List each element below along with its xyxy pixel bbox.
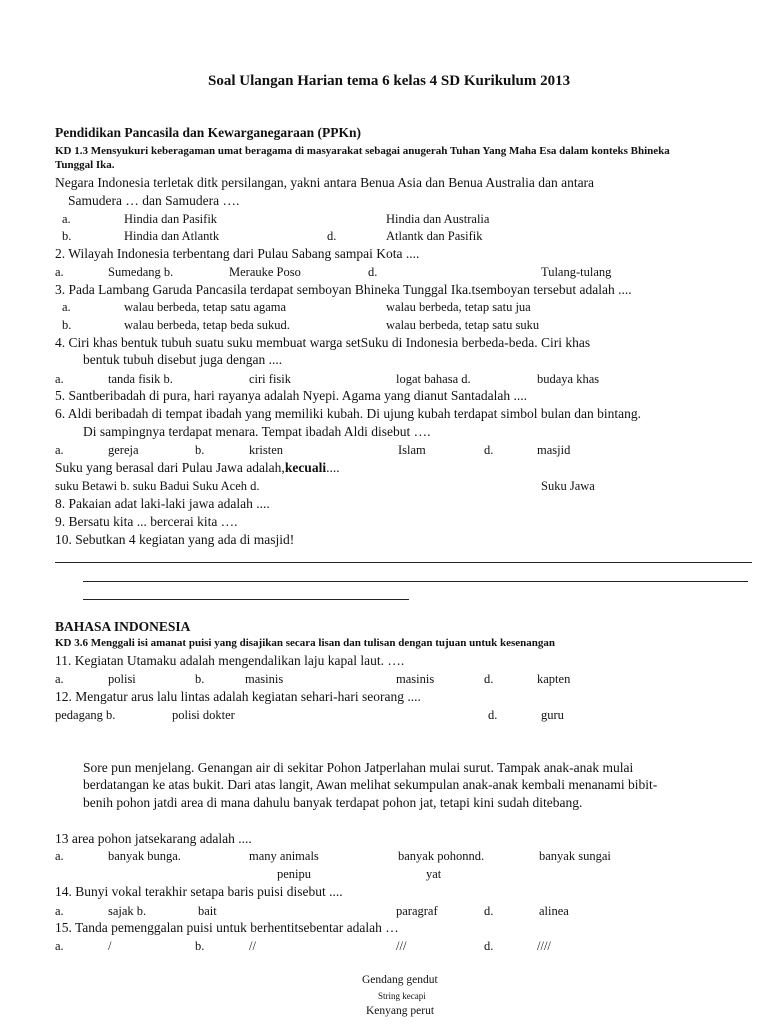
q12-option-a: pedagang b. xyxy=(55,708,116,722)
q15-option-c: /// xyxy=(396,939,407,953)
q4-option-a: tanda fisik b. xyxy=(108,372,173,386)
q4-option-c: logat bahasa d. xyxy=(396,372,471,386)
q11-option-b: masinis xyxy=(245,672,284,686)
answer-line-3 xyxy=(83,599,409,600)
q13-option-a-marker: a. xyxy=(55,849,64,863)
q6-option-a-marker: a. xyxy=(55,443,64,457)
ppkn-kd-line1: KD 1.3 Mensyukuri keberagaman umat beragama di masyarakat sebagai anugerah Tuhan Yang Maha Esa dalam konteks Bhineka xyxy=(55,145,670,157)
question-2: 2. Wilayah Indonesia terbentang dari Pulau Sabang sampai Kota .... xyxy=(55,246,420,261)
q1-option-a: Hindia dan Pasifik xyxy=(124,212,218,226)
q14-option-c: paragraf xyxy=(396,904,438,918)
question-1-line1: Negara Indonesia terletak ditk persilangan, yakni antara Benua Asia dan Benua Australia dan antara xyxy=(55,175,595,190)
question-7 xyxy=(55,460,340,476)
reading-paragraph-line2: berdatangan ke atas bukit. Dari atas langit, Awan melihat sekumpulan anak-anak kembali menanami bibit- xyxy=(83,777,658,792)
q6-option-a: gereja xyxy=(108,443,139,457)
question-11: 11. Kegiatan Utamaku adalah mengendalikan laju kapal laut. …. xyxy=(55,653,405,668)
question-7-emphasis: kecuali xyxy=(284,460,327,475)
q2-option-a-marker: a. xyxy=(55,265,64,279)
q6-option-d: masjid xyxy=(537,443,571,457)
q6-option-d-marker: d. xyxy=(484,443,494,457)
q11-option-a-marker: a. xyxy=(55,672,64,686)
q1-option-d-marker: d. xyxy=(327,229,337,243)
q3-option-c: walau berbeda, tetap satu jua xyxy=(386,300,531,314)
q6-option-b: kristen xyxy=(249,443,284,457)
question-13: 13 area pohon jatsekarang adalah .... xyxy=(55,831,252,846)
question-4-line1: 4. Ciri khas bentuk tubuh suatu suku membuat warga setSuku di Indonesia berbeda-beda. Ciri khas xyxy=(55,335,591,350)
ppkn-heading: Pendidikan Pancasila dan Kewarganegaraan (PPKn) xyxy=(55,125,362,140)
q12-option-b: polisi dokter xyxy=(172,708,235,722)
question-7-text: Suku yang berasal dari Pulau Jawa adalah, xyxy=(55,460,285,475)
answer-line-2 xyxy=(83,581,748,582)
q7-option-d: Suku Jawa xyxy=(541,479,595,493)
q6-option-c: Islam xyxy=(398,443,426,457)
ppkn-kd-line2: Tunggal Ika. xyxy=(55,159,115,171)
q14-option-d: alinea xyxy=(539,904,569,918)
q14-option-d-marker: d. xyxy=(484,904,494,918)
q1-option-b-marker: b. xyxy=(62,229,72,243)
q11-option-d-marker: d. xyxy=(484,672,494,686)
question-10: 10. Sebutkan 4 kegiatan yang ada di masjid! xyxy=(55,532,295,547)
q3-option-d: walau berbeda, tetap satu suku xyxy=(386,318,540,332)
q11-option-d: kapten xyxy=(537,672,571,686)
q15-option-d: //// xyxy=(537,939,551,953)
question-3: 3. Pada Lambang Garuda Pancasila terdapat semboyan Bhineka Tunggal Ika.tsemboyan tersebut adalah .... xyxy=(55,282,632,297)
answer-line-1 xyxy=(55,562,752,563)
q11-option-b-marker: b. xyxy=(195,672,205,686)
question-12: 12. Mengatur arus lalu lintas adalah kegiatan sehari-hari seorang .... xyxy=(55,689,421,704)
poem-line-1: Gendang gendut xyxy=(362,974,438,986)
q2-option-d-marker: d. xyxy=(368,265,378,279)
q3-option-a-marker: a. xyxy=(62,300,71,314)
q11-option-a: polisi xyxy=(108,672,136,686)
question-4-line2: bentuk tubuh disebut juga dengan .... xyxy=(83,352,283,367)
q13-option-c: banyak pohonnd. xyxy=(398,849,485,863)
q6-option-b-marker: b. xyxy=(195,443,205,457)
q2-option-d: Tulang-tulang xyxy=(541,265,612,279)
q4-option-d: budaya khas xyxy=(537,372,600,386)
q12-option-d-marker: d. xyxy=(488,708,498,722)
q15-option-b: // xyxy=(249,939,256,953)
q4-option-b: ciri fisik xyxy=(249,372,292,386)
q12-option-d: guru xyxy=(541,708,564,722)
q3-option-a: walau berbeda, tetap satu agama xyxy=(124,300,287,314)
q1-option-d: Atlantk dan Pasifik xyxy=(386,229,483,243)
q15-option-b-marker: b. xyxy=(195,939,205,953)
poem-line-2: String kecapi xyxy=(378,991,426,1001)
q2-option-a: Sumedang b. xyxy=(108,265,174,279)
question-15: 15. Tanda pemenggalan puisi untuk berhentitsebentar adalah … xyxy=(55,920,399,935)
q4-option-a-marker: a. xyxy=(55,372,64,386)
q14-option-b: bait xyxy=(198,904,217,918)
q15-option-d-marker: d. xyxy=(484,939,494,953)
q13-option-b-continued: penipu xyxy=(277,867,312,881)
question-5: 5. Santberibadah di pura, hari rayanya adalah Nyepi. Agama yang dianut Santadalah .... xyxy=(55,388,527,403)
reading-paragraph-line1: Sore pun menjelang. Genangan air di sekitar Pohon Jatperlahan mulai surut. Tampak anak-anak mulai xyxy=(83,760,634,775)
question-14: 14. Bunyi vokal terakhir setapa baris puisi disebut .... xyxy=(55,884,343,899)
q2-option-b: Merauke Poso xyxy=(229,265,301,279)
q14-option-a-marker: a. xyxy=(55,904,64,918)
q13-option-b: many animals xyxy=(249,849,319,863)
q3-option-b-marker: b. xyxy=(62,318,72,332)
question-6-line2: Di sampingnya terdapat menara. Tempat ibadah Aldi disebut …. xyxy=(83,424,431,439)
q14-option-a: sajak b. xyxy=(108,904,147,918)
q11-option-c: masinis xyxy=(396,672,435,686)
q13-option-d: banyak sungai xyxy=(539,849,611,863)
page-title: Soal Ulangan Harian tema 6 kelas 4 SD Kurikulum 2013 xyxy=(208,73,571,89)
q15-option-a-marker: a. xyxy=(55,939,64,953)
poem-line-3: Kenyang perut xyxy=(366,1005,435,1017)
question-6-line1: 6. Aldi beribadah di tempat ibadah yang memiliki kubah. Di ujung kubah terdapat simbol bulan dan bintang. xyxy=(55,406,642,421)
question-1-line2: Samudera … dan Samudera …. xyxy=(68,193,240,208)
question-9: 9. Bersatu kita ... bercerai kita …. xyxy=(55,514,238,529)
bahasa-heading: BAHASA INDONESIA xyxy=(55,619,191,634)
q13-option-a: banyak bunga. xyxy=(108,849,181,863)
q3-option-b: walau berbeda, tetap beda sukud. xyxy=(124,318,290,332)
question-7-suffix: .... xyxy=(326,460,340,475)
q13-option-c-continued: yat xyxy=(426,867,442,881)
q7-options: suku Betawi b. suku Badui Suku Aceh d. xyxy=(55,479,260,493)
reading-paragraph-line3: benih pohon jatdi area di mana dahulu banyak terdapat pohon jat, tetapi kini sudah ditebang. xyxy=(83,795,583,810)
q1-option-a-marker: a. xyxy=(62,212,71,226)
q1-option-b: Hindia dan Atlantk xyxy=(124,229,220,243)
q1-option-c: Hindia dan Australia xyxy=(386,212,490,226)
q15-option-a: / xyxy=(108,939,112,953)
question-8: 8. Pakaian adat laki-laki jawa adalah .... xyxy=(55,496,270,511)
bahasa-kd: KD 3.6 Menggali isi amanat puisi yang disajikan secara lisan dan tulisan dengan tujuan untuk kesenangan xyxy=(55,637,556,649)
